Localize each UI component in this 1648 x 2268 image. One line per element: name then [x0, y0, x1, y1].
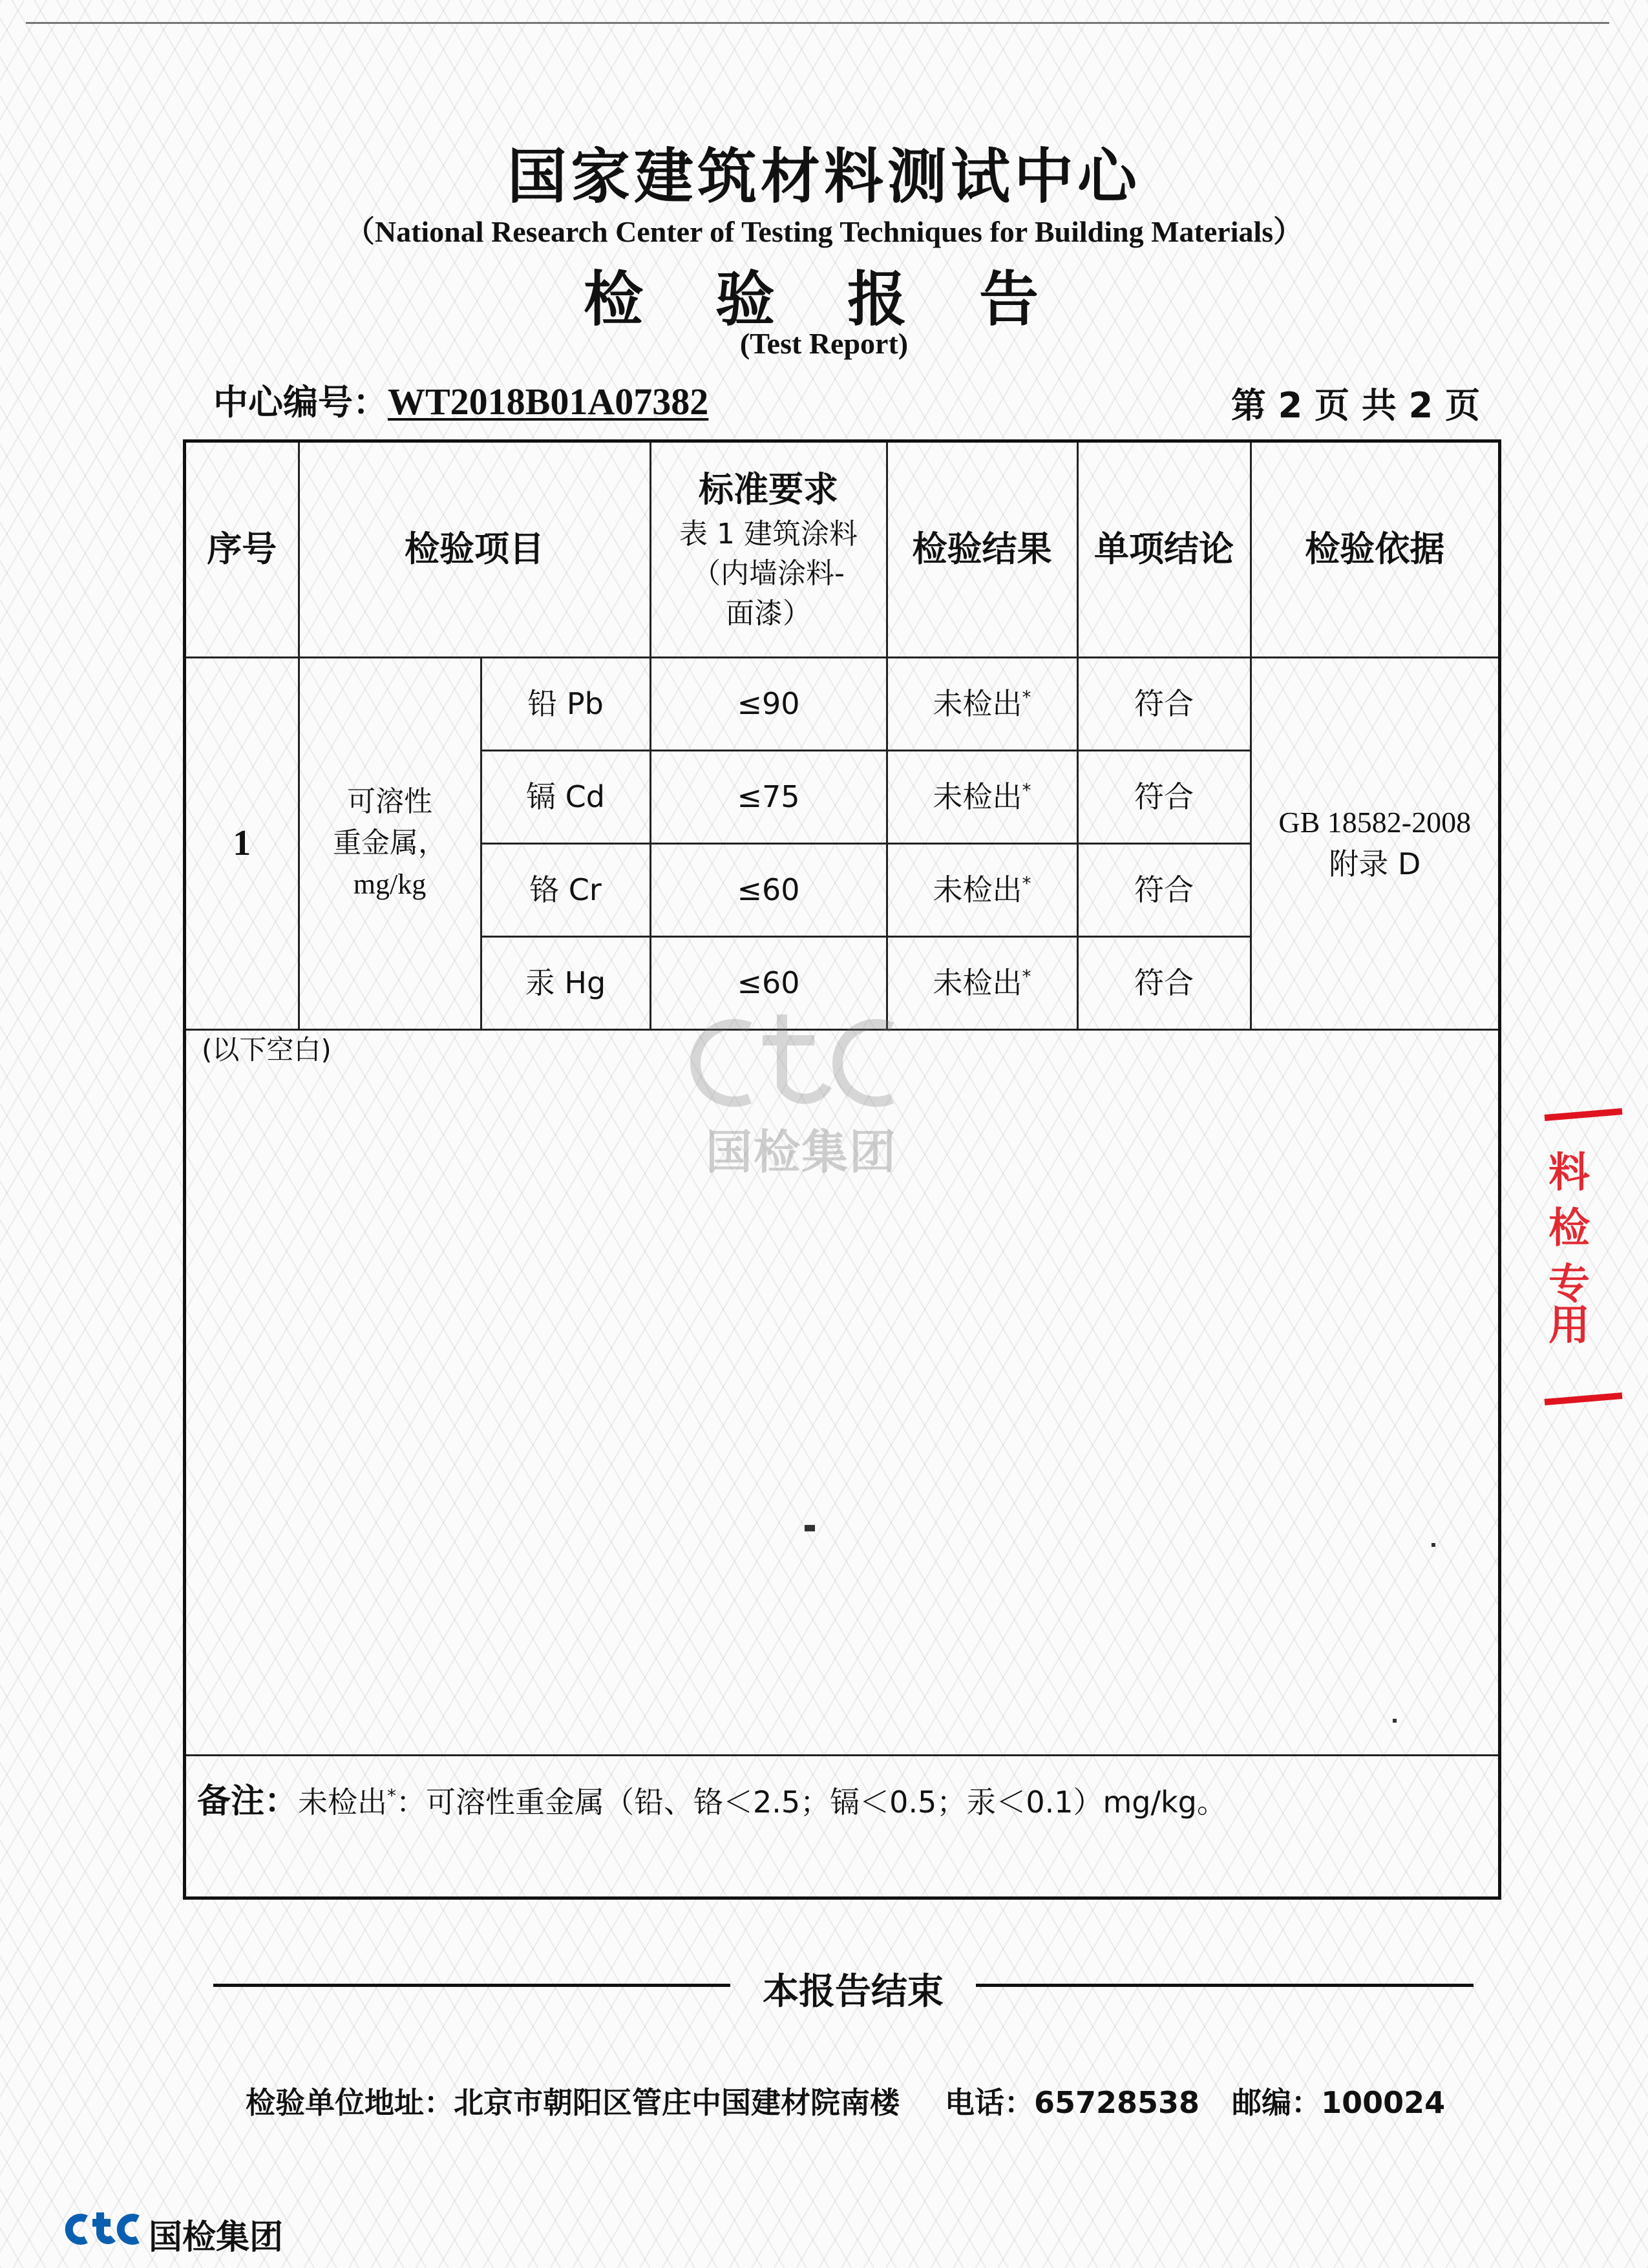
test-basis-line1: GB 18582-2008 — [1278, 805, 1472, 839]
center-number-label: 中心编号： — [213, 382, 388, 423]
end-line-left — [213, 1984, 730, 1987]
end-of-report: 本报告结束 — [763, 1971, 944, 2013]
result-text: 未检出 — [933, 686, 1022, 721]
logo-text: 国检集团 — [149, 2218, 284, 2257]
center-number — [213, 375, 708, 425]
element-name: 铅 Pb — [481, 657, 650, 750]
remarks-mark: * — [387, 1785, 397, 1807]
element-name: 铬 Cr — [481, 843, 650, 936]
test-group — [299, 657, 481, 1029]
requirement-value: ≤75 — [650, 750, 887, 843]
header-standard — [650, 443, 887, 657]
header-seq: 序号 — [186, 443, 299, 657]
center-title-en: （National Research Center of Testing Techniques for Building Materials） — [344, 215, 1304, 248]
conclusion-value: 符合 — [1077, 657, 1251, 750]
test-group-line3: mg/kg — [353, 868, 427, 900]
header-standard-sub1: 表 1 建筑涂料 — [679, 517, 858, 551]
test-group-line1: 可溶性 — [347, 785, 432, 819]
footer-postcode: 邮编：100024 — [1232, 2085, 1446, 2120]
element-name: 镉 Cd — [481, 750, 650, 843]
header-item: 检验项目 — [299, 443, 650, 657]
report-title-en: (Test Report) — [739, 327, 909, 360]
conclusion-value: 符合 — [1077, 750, 1251, 843]
remarks-text-a: 未检出 — [298, 1785, 388, 1820]
remarks — [197, 1774, 1227, 1822]
header-standard-title: 标准要求 — [699, 469, 838, 510]
table-row — [186, 657, 1498, 750]
remarks-label: 备注： — [197, 1782, 299, 1821]
footer — [246, 2079, 1445, 2122]
header-conclusion: 单项结论 — [1077, 443, 1251, 657]
result-value — [887, 750, 1077, 843]
report-title-cn: 检 验 报 告 — [583, 265, 1065, 334]
remarks-text-b: ：可溶性重金属（铅、铬＜2.5；镉＜0.5；汞＜0.1）mg/kg。 — [396, 1785, 1227, 1820]
blank-below-note: (以下空白) — [202, 1034, 332, 1066]
result-text: 未检出 — [933, 965, 1022, 1000]
ctc-logo-icon — [61, 2210, 145, 2249]
test-basis-line2: 附录 D — [1329, 846, 1421, 881]
result-value — [887, 657, 1077, 750]
scan-speck — [805, 1525, 815, 1531]
scan-speck — [1393, 1719, 1397, 1723]
remarks-divider — [186, 1754, 1498, 1756]
test-group-line2: 重金属， — [333, 826, 447, 860]
conclusion-value: 符合 — [1077, 936, 1251, 1029]
end-line-right — [976, 1984, 1474, 1987]
result-mark: * — [1022, 686, 1031, 708]
center-title-cn: 国家建筑材料测试中心 — [507, 142, 1141, 211]
footer-address: 检验单位地址：北京市朝阳区管庄中国建材院南楼 — [246, 2085, 900, 2120]
result-mark: * — [1022, 779, 1031, 801]
watermark-text: 国检集团 — [705, 1125, 897, 1179]
conclusion-value: 符合 — [1077, 843, 1251, 936]
requirement-value: ≤60 — [650, 936, 887, 1029]
element-name: 汞 Hg — [481, 936, 650, 1029]
requirement-value: ≤60 — [650, 843, 887, 936]
result-mark: * — [1022, 872, 1031, 894]
header-result: 检验结果 — [887, 443, 1077, 657]
page-info: 第 2 页 共 2 页 — [1231, 385, 1480, 426]
header-basis: 检验依据 — [1251, 443, 1498, 657]
center-number-value: WT2018B01A07382 — [388, 381, 709, 423]
header-standard-sub3: 面漆） — [726, 596, 811, 630]
header-standard-sub2: （内墙涂料- — [692, 557, 845, 591]
footer-phone: 电话：65728538 — [945, 2085, 1200, 2120]
result-mark: * — [1022, 965, 1031, 987]
result-value — [887, 843, 1077, 936]
requirement-value: ≤90 — [650, 657, 887, 750]
test-basis — [1251, 657, 1498, 1029]
scan-speck — [1431, 1543, 1435, 1547]
top-border-line — [26, 22, 1609, 24]
result-text: 未检出 — [933, 779, 1022, 814]
result-text: 未检出 — [933, 872, 1022, 907]
row-seq: 1 — [186, 657, 299, 1029]
red-seal-text: 料 检 专用 — [1541, 1150, 1589, 1345]
